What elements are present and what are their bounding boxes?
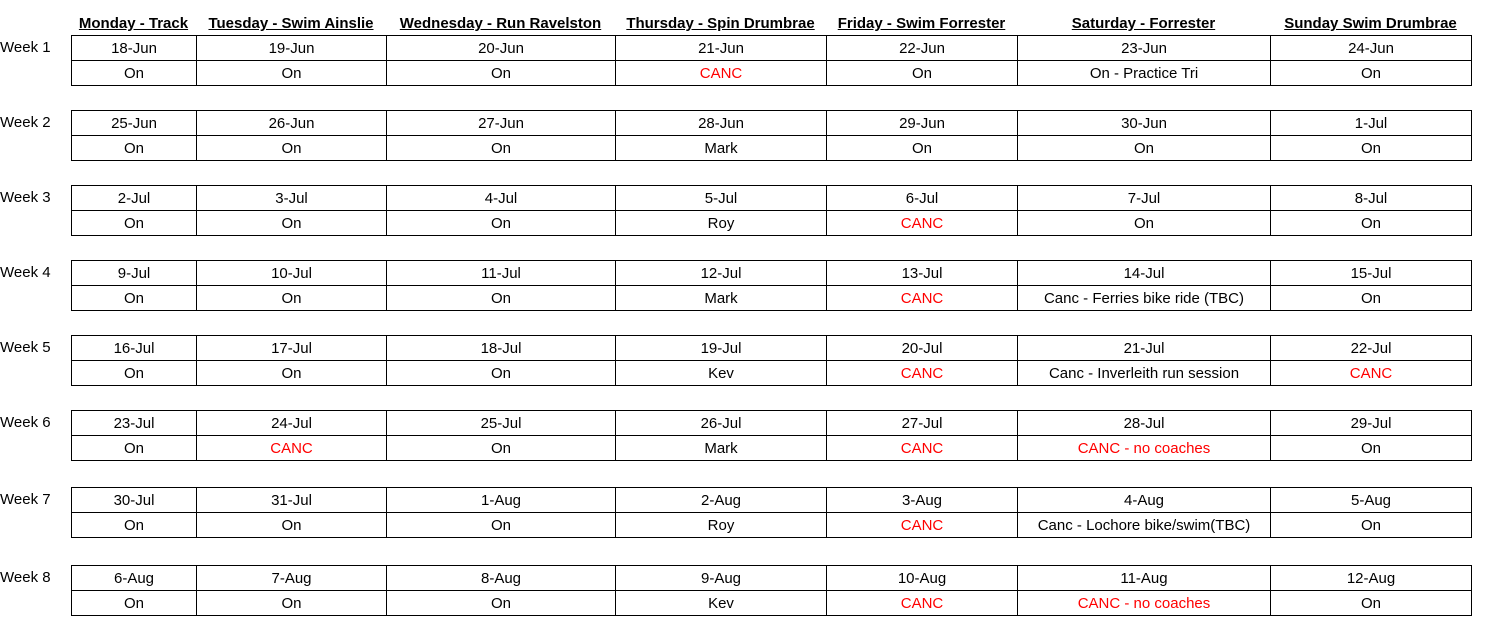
status-cell-sunday: On — [1271, 136, 1472, 161]
date-cell-friday: 6-Jul — [827, 186, 1018, 211]
date-row — [72, 36, 1472, 61]
date-cell-wednesday: 25-Jul — [387, 411, 616, 436]
date-cell-wednesday: 27-Jun — [387, 111, 616, 136]
status-cell-saturday: CANC - no coaches — [1018, 591, 1271, 616]
date-cell-friday: 27-Jul — [827, 411, 1018, 436]
status-cell-monday: On — [72, 436, 197, 461]
header-sunday: Sunday Swim Drumbrae — [1284, 15, 1457, 32]
week-label: Week 3 — [0, 189, 51, 206]
status-cell-saturday: CANC - no coaches — [1018, 436, 1271, 461]
date-cell-wednesday: 1-Aug — [387, 488, 616, 513]
date-cell-tuesday: 24-Jul — [197, 411, 387, 436]
status-cell-thursday: Mark — [616, 136, 827, 161]
status-cell-friday: On — [827, 61, 1018, 86]
status-cell-sunday: On — [1271, 436, 1472, 461]
status-cell-sunday: On — [1271, 286, 1472, 311]
date-cell-wednesday: 20-Jun — [387, 36, 616, 61]
status-row — [72, 211, 1472, 236]
status-cell-friday: CANC — [827, 591, 1018, 616]
status-row — [72, 61, 1472, 86]
status-cell-saturday: On - Practice Tri — [1018, 61, 1271, 86]
status-cell-sunday: On — [1271, 513, 1472, 538]
status-cell-thursday: Roy — [616, 211, 827, 236]
status-cell-thursday: Mark — [616, 286, 827, 311]
date-cell-saturday: 23-Jun — [1018, 36, 1271, 61]
date-cell-sunday: 12-Aug — [1271, 566, 1472, 591]
status-row — [72, 436, 1472, 461]
date-cell-saturday: 7-Jul — [1018, 186, 1271, 211]
date-cell-monday: 16-Jul — [72, 336, 197, 361]
date-cell-thursday: 2-Aug — [616, 488, 827, 513]
status-cell-saturday: Canc - Ferries bike ride (TBC) — [1018, 286, 1271, 311]
date-cell-wednesday: 4-Jul — [387, 186, 616, 211]
status-cell-wednesday: On — [387, 61, 616, 86]
status-cell-friday: On — [827, 136, 1018, 161]
date-cell-sunday: 15-Jul — [1271, 261, 1472, 286]
date-row — [72, 111, 1472, 136]
status-cell-wednesday: On — [387, 136, 616, 161]
status-cell-thursday: Mark — [616, 436, 827, 461]
status-cell-tuesday: On — [197, 211, 387, 236]
date-cell-monday: 6-Aug — [72, 566, 197, 591]
date-cell-monday: 30-Jul — [72, 488, 197, 513]
status-cell-sunday: On — [1271, 61, 1472, 86]
week-table — [71, 260, 1472, 311]
status-cell-thursday: CANC — [616, 61, 827, 86]
column-header-row — [0, 14, 1485, 34]
status-cell-friday: CANC — [827, 513, 1018, 538]
status-cell-wednesday: On — [387, 513, 616, 538]
week-table — [71, 185, 1472, 236]
date-cell-sunday: 8-Jul — [1271, 186, 1472, 211]
status-cell-monday: On — [72, 136, 197, 161]
week-table — [71, 487, 1472, 538]
date-cell-sunday: 5-Aug — [1271, 488, 1472, 513]
date-cell-monday: 18-Jun — [72, 36, 197, 61]
date-cell-thursday: 21-Jun — [616, 36, 827, 61]
date-cell-friday: 29-Jun — [827, 111, 1018, 136]
date-cell-sunday: 1-Jul — [1271, 111, 1472, 136]
status-cell-wednesday: On — [387, 286, 616, 311]
date-cell-monday: 25-Jun — [72, 111, 197, 136]
status-row — [72, 513, 1472, 538]
week-label: Week 7 — [0, 491, 51, 508]
week-label: Week 2 — [0, 114, 51, 131]
status-cell-friday: CANC — [827, 286, 1018, 311]
header-saturday: Saturday - Forrester — [1071, 15, 1216, 32]
status-cell-friday: CANC — [827, 211, 1018, 236]
date-cell-saturday: 14-Jul — [1018, 261, 1271, 286]
date-cell-friday: 3-Aug — [827, 488, 1018, 513]
status-cell-friday: CANC — [827, 361, 1018, 386]
header-thursday: Thursday - Spin Drumbrae — [626, 15, 815, 32]
week-label: Week 5 — [0, 339, 51, 356]
date-row — [72, 186, 1472, 211]
date-cell-sunday: 24-Jun — [1271, 36, 1472, 61]
status-cell-wednesday: On — [387, 211, 616, 236]
status-cell-sunday: On — [1271, 211, 1472, 236]
status-cell-wednesday: On — [387, 436, 616, 461]
status-cell-wednesday: On — [387, 591, 616, 616]
header-monday: Monday - Track — [78, 15, 189, 32]
date-cell-saturday: 21-Jul — [1018, 336, 1271, 361]
date-row — [72, 488, 1472, 513]
status-cell-wednesday: On — [387, 361, 616, 386]
date-cell-wednesday: 18-Jul — [387, 336, 616, 361]
week-table — [71, 335, 1472, 386]
status-cell-friday: CANC — [827, 436, 1018, 461]
date-cell-sunday: 29-Jul — [1271, 411, 1472, 436]
date-cell-tuesday: 31-Jul — [197, 488, 387, 513]
status-cell-monday: On — [72, 513, 197, 538]
header-friday: Friday - Swim Forrester — [837, 15, 1006, 32]
status-cell-tuesday: On — [197, 286, 387, 311]
status-cell-monday: On — [72, 211, 197, 236]
date-row — [72, 261, 1472, 286]
week-label: Week 1 — [0, 39, 51, 56]
status-cell-saturday: Canc - Lochore bike/swim(TBC) — [1018, 513, 1271, 538]
week-table — [71, 565, 1472, 616]
status-cell-monday: On — [72, 286, 197, 311]
date-cell-friday: 22-Jun — [827, 36, 1018, 61]
date-cell-tuesday: 17-Jul — [197, 336, 387, 361]
status-cell-tuesday: CANC — [197, 436, 387, 461]
date-cell-monday: 23-Jul — [72, 411, 197, 436]
status-cell-tuesday: On — [197, 136, 387, 161]
date-cell-wednesday: 11-Jul — [387, 261, 616, 286]
date-cell-thursday: 19-Jul — [616, 336, 827, 361]
status-cell-tuesday: On — [197, 513, 387, 538]
status-cell-tuesday: On — [197, 361, 387, 386]
date-cell-wednesday: 8-Aug — [387, 566, 616, 591]
date-cell-thursday: 12-Jul — [616, 261, 827, 286]
date-cell-thursday: 5-Jul — [616, 186, 827, 211]
date-cell-friday: 10-Aug — [827, 566, 1018, 591]
header-tuesday: Tuesday - Swim Ainslie — [208, 15, 374, 32]
status-cell-saturday: Canc - Inverleith run session — [1018, 361, 1271, 386]
status-row — [72, 361, 1472, 386]
status-cell-tuesday: On — [197, 61, 387, 86]
date-cell-sunday: 22-Jul — [1271, 336, 1472, 361]
status-cell-thursday: Kev — [616, 361, 827, 386]
status-cell-tuesday: On — [197, 591, 387, 616]
date-cell-saturday: 11-Aug — [1018, 566, 1271, 591]
date-cell-thursday: 26-Jul — [616, 411, 827, 436]
week-label: Week 4 — [0, 264, 51, 281]
date-cell-monday: 9-Jul — [72, 261, 197, 286]
date-cell-tuesday: 26-Jun — [197, 111, 387, 136]
date-cell-friday: 13-Jul — [827, 261, 1018, 286]
date-cell-thursday: 28-Jun — [616, 111, 827, 136]
week-table — [71, 410, 1472, 461]
status-row — [72, 136, 1472, 161]
date-cell-tuesday: 7-Aug — [197, 566, 387, 591]
date-cell-saturday: 30-Jun — [1018, 111, 1271, 136]
week-label: Week 8 — [0, 569, 51, 586]
status-cell-sunday: On — [1271, 591, 1472, 616]
date-cell-monday: 2-Jul — [72, 186, 197, 211]
date-row — [72, 566, 1472, 591]
date-cell-friday: 20-Jul — [827, 336, 1018, 361]
week-table — [71, 35, 1472, 86]
status-cell-saturday: On — [1018, 136, 1271, 161]
date-row — [72, 411, 1472, 436]
status-cell-monday: On — [72, 361, 197, 386]
week-table — [71, 110, 1472, 161]
status-cell-saturday: On — [1018, 211, 1271, 236]
status-cell-sunday: CANC — [1271, 361, 1472, 386]
date-cell-saturday: 28-Jul — [1018, 411, 1271, 436]
week-label: Week 6 — [0, 414, 51, 431]
status-row — [72, 591, 1472, 616]
header-wednesday: Wednesday - Run Ravelston — [399, 15, 602, 32]
status-row — [72, 286, 1472, 311]
status-cell-monday: On — [72, 591, 197, 616]
date-cell-tuesday: 19-Jun — [197, 36, 387, 61]
date-cell-tuesday: 10-Jul — [197, 261, 387, 286]
date-cell-saturday: 4-Aug — [1018, 488, 1271, 513]
date-cell-thursday: 9-Aug — [616, 566, 827, 591]
status-cell-thursday: Kev — [616, 591, 827, 616]
status-cell-monday: On — [72, 61, 197, 86]
date-cell-tuesday: 3-Jul — [197, 186, 387, 211]
status-cell-thursday: Roy — [616, 513, 827, 538]
date-row — [72, 336, 1472, 361]
